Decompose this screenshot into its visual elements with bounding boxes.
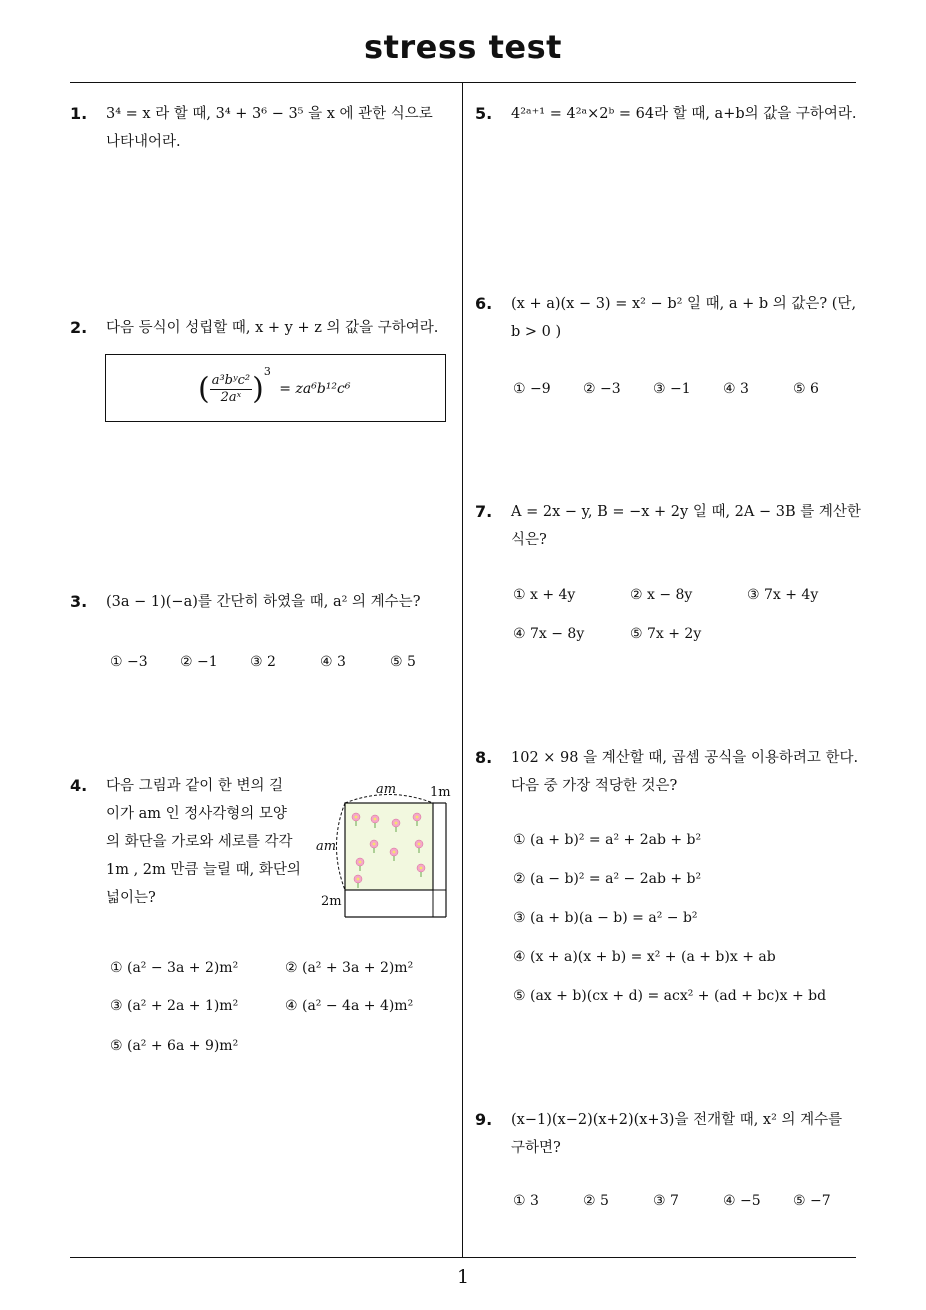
question-text: 다음 중 가장 적당한 것은? [511, 778, 678, 794]
choice[interactable]: ④ 3 [723, 381, 749, 397]
choice[interactable]: ③ 2 [250, 654, 276, 670]
question-text: 이가 am 인 정사각형의 모양 [106, 806, 287, 822]
equation-box [105, 354, 446, 422]
question-number: 2. [70, 318, 88, 337]
choice[interactable]: ⑤ −7 [793, 1193, 831, 1209]
question-text: 나타내어라. [106, 134, 181, 150]
label-bottom-extension: 2m [321, 894, 342, 909]
top-rule [70, 82, 856, 83]
choice[interactable]: ② (a² + 3a + 2)m² [285, 960, 414, 976]
page-number: 1 [456, 1266, 470, 1288]
column-divider [462, 83, 463, 1258]
choice[interactable]: ⑤ 7x + 2y [630, 626, 702, 642]
choice[interactable]: ① −3 [110, 654, 148, 670]
equation-exponent: 3 [263, 365, 271, 378]
choice[interactable]: ⑤ 6 [793, 381, 819, 397]
choice[interactable]: ① (a² − 3a + 2)m² [110, 960, 239, 976]
question-text: 의 화단을 가로와 세로를 각각 [106, 834, 293, 850]
choice[interactable]: ③ 7x + 4y [747, 587, 819, 603]
question-text: (x−1)(x−2)(x+2)(x+3)을 전개할 때, x² 의 계수를 [511, 1112, 843, 1128]
question-text: (3a − 1)(−a)를 간단히 하였을 때, a² 의 계수는? [106, 594, 421, 610]
equation-numerator: a³bʸc² [211, 372, 251, 388]
choice[interactable]: ⑤ (ax + b)(cx + d) = acx² + (ad + bc)x + bd [513, 988, 827, 1004]
choice[interactable]: ③ (a + b)(a − b) = a² − b² [513, 910, 698, 926]
choice[interactable]: ⑤ 5 [390, 654, 416, 670]
question-text: 다음 그림과 같이 한 변의 길 [106, 778, 284, 794]
choice[interactable]: ② 5 [583, 1193, 609, 1209]
choice[interactable]: ④ (a² − 4a + 4)m² [285, 998, 414, 1014]
label-right-extension: 1m [430, 785, 451, 800]
label-left-side: am [316, 839, 337, 854]
garden-figure [310, 782, 460, 924]
choice[interactable]: ② x − 8y [630, 587, 693, 603]
choice[interactable]: ③ 7 [653, 1193, 679, 1209]
choice[interactable]: ④ 7x − 8y [513, 626, 585, 642]
choice[interactable]: ① x + 4y [513, 587, 576, 603]
label-top-side: am [376, 782, 397, 797]
choice[interactable]: ④ 3 [320, 654, 346, 670]
choice[interactable]: ② (a − b)² = a² − 2ab + b² [513, 871, 702, 887]
bottom-rule [70, 1257, 856, 1258]
question-text: 1m , 2m 만큼 늘릴 때, 화단의 [106, 862, 301, 878]
question-text: 식은? [511, 532, 547, 548]
equation-rhs: = za⁶b¹²c⁶ [279, 381, 351, 397]
question-number: 4. [70, 776, 88, 795]
question-text: (x + a)(x − 3) = x² − b² 일 때, a + b 의 값은? (단, [511, 296, 857, 312]
question-number: 1. [70, 104, 88, 123]
question-text: A = 2x − y, B = −x + 2y 일 때, 2A − 3B 를 계산한 [511, 504, 861, 520]
question-text: 102 × 98 을 계산할 때, 곱셈 공식을 이용하려고 한다. [511, 750, 859, 766]
question-number: 8. [475, 748, 493, 767]
equation: ( $\frac{\text{a³bʸc²}}{\text{2aˣ}}$ )$^3$ = za⁶b¹²c⁶ [198, 365, 351, 407]
question-number: 7. [475, 502, 493, 521]
choice[interactable]: ② −3 [583, 381, 621, 397]
question-text: 넓이는? [106, 890, 156, 906]
question-text: b > 0 ) [511, 324, 562, 340]
question-text: 3⁴ = x 라 할 때, 3⁴ + 3⁶ − 3⁵ 을 x 에 관한 식으로 [106, 106, 433, 122]
question-number: 3. [70, 592, 88, 611]
question-text: 4²ᵃ⁺¹ = 4²ᵃ×2ᵇ = 64라 할 때, a+b의 값을 구하여라. [511, 106, 857, 122]
question-text: 다음 등식이 성립할 때, x + y + z 의 값을 구하여라. [106, 320, 439, 336]
choice[interactable]: ① 3 [513, 1193, 539, 1209]
question-number: 5. [475, 104, 493, 123]
page-title: stress test [364, 28, 562, 66]
choice[interactable]: ④ −5 [723, 1193, 761, 1209]
question-text: 구하면? [511, 1140, 561, 1156]
question-number: 6. [475, 294, 493, 313]
choice[interactable]: ③ (a² + 2a + 1)m² [110, 998, 239, 1014]
choice[interactable]: ② −1 [180, 654, 218, 670]
equation-denominator: 2aˣ [220, 389, 242, 405]
choice[interactable]: ① −9 [513, 381, 551, 397]
question-number: 9. [475, 1110, 493, 1129]
choice[interactable]: ③ −1 [653, 381, 691, 397]
choice[interactable]: ④ (x + a)(x + b) = x² + (a + b)x + ab [513, 949, 776, 965]
choice[interactable]: ⑤ (a² + 6a + 9)m² [110, 1038, 239, 1054]
choice[interactable]: ① (a + b)² = a² + 2ab + b² [513, 832, 702, 848]
